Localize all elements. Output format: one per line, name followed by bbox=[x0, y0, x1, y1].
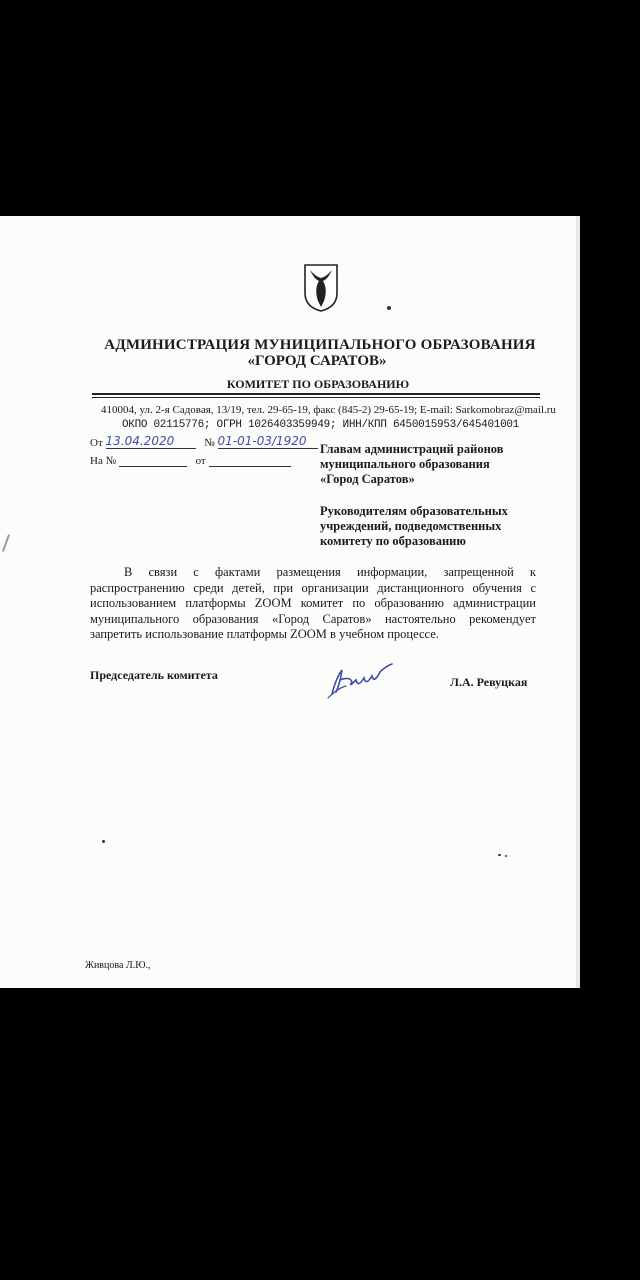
scan-speck bbox=[102, 840, 105, 843]
saratov-coat-of-arms-icon bbox=[302, 263, 340, 313]
scan-mark bbox=[2, 534, 10, 552]
org-title-line1: АДМИНИСТРАЦИЯ МУНИЦИПАЛЬНОГО ОБРАЗОВАНИЯ bbox=[104, 337, 536, 353]
reply-date-label: от bbox=[195, 455, 206, 467]
incoming-reference bbox=[90, 452, 291, 467]
outgoing-reference bbox=[90, 434, 318, 449]
registration-codes: ОКПО 02115776; ОГРН 1026403359949; ИНН/КПП 6450015953/645401001 bbox=[122, 419, 519, 431]
address-line: 410004, ул. 2-я Садовая, 13/19, тел. 29-65-19, факс (845-2) 29-65-19; E-mail: Sarkomobraz@mail.ru bbox=[101, 404, 556, 416]
from-label: От bbox=[90, 437, 103, 449]
letter-body bbox=[90, 565, 536, 643]
handwritten-signature bbox=[326, 658, 402, 700]
committee-title: КОМИТЕТ ПО ОБРАЗОВАНИЮ bbox=[226, 377, 410, 391]
page-edge bbox=[576, 216, 580, 988]
recipient-group-2: Руководителям образовательных учреждений, подведомственных комитету по образованию bbox=[320, 504, 508, 548]
reply-label: На № bbox=[90, 455, 117, 467]
scan-speck bbox=[498, 854, 501, 856]
signatory-title: Председатель комитета bbox=[90, 668, 218, 682]
reply-number-field bbox=[119, 452, 187, 467]
body-paragraph: В связи с фактами размещения информации, запрещенной к распространению среди детей, при организации дистанционного обучения с использованием платформы ZOOM комитет по образованию администрации муниципального образования «Город Саратов» настоятельно рекомендует запретить использование платформы ZOOM в учебном процессе. bbox=[90, 565, 536, 641]
header-divider bbox=[92, 393, 540, 395]
number-field bbox=[218, 434, 318, 449]
signatory-name: Л.А. Ревуцкая bbox=[450, 675, 528, 689]
scan-speck bbox=[505, 855, 507, 857]
org-title-line2: «ГОРОД САРАТОВ» bbox=[247, 353, 387, 369]
executor-note: Живцова Л.Ю., bbox=[85, 960, 151, 971]
scan-speck bbox=[387, 306, 391, 310]
number-label: № bbox=[204, 437, 215, 449]
from-date: 13.04.2020 bbox=[105, 434, 175, 448]
reply-date-field bbox=[209, 452, 291, 467]
document-page bbox=[0, 216, 580, 988]
recipient-group-1: Главам администраций районов муниципального образования «Город Саратов» bbox=[320, 442, 504, 486]
from-date-field bbox=[106, 434, 196, 449]
number-value: 01-01-03/1920 bbox=[217, 434, 307, 448]
header-divider-thin bbox=[92, 397, 540, 398]
